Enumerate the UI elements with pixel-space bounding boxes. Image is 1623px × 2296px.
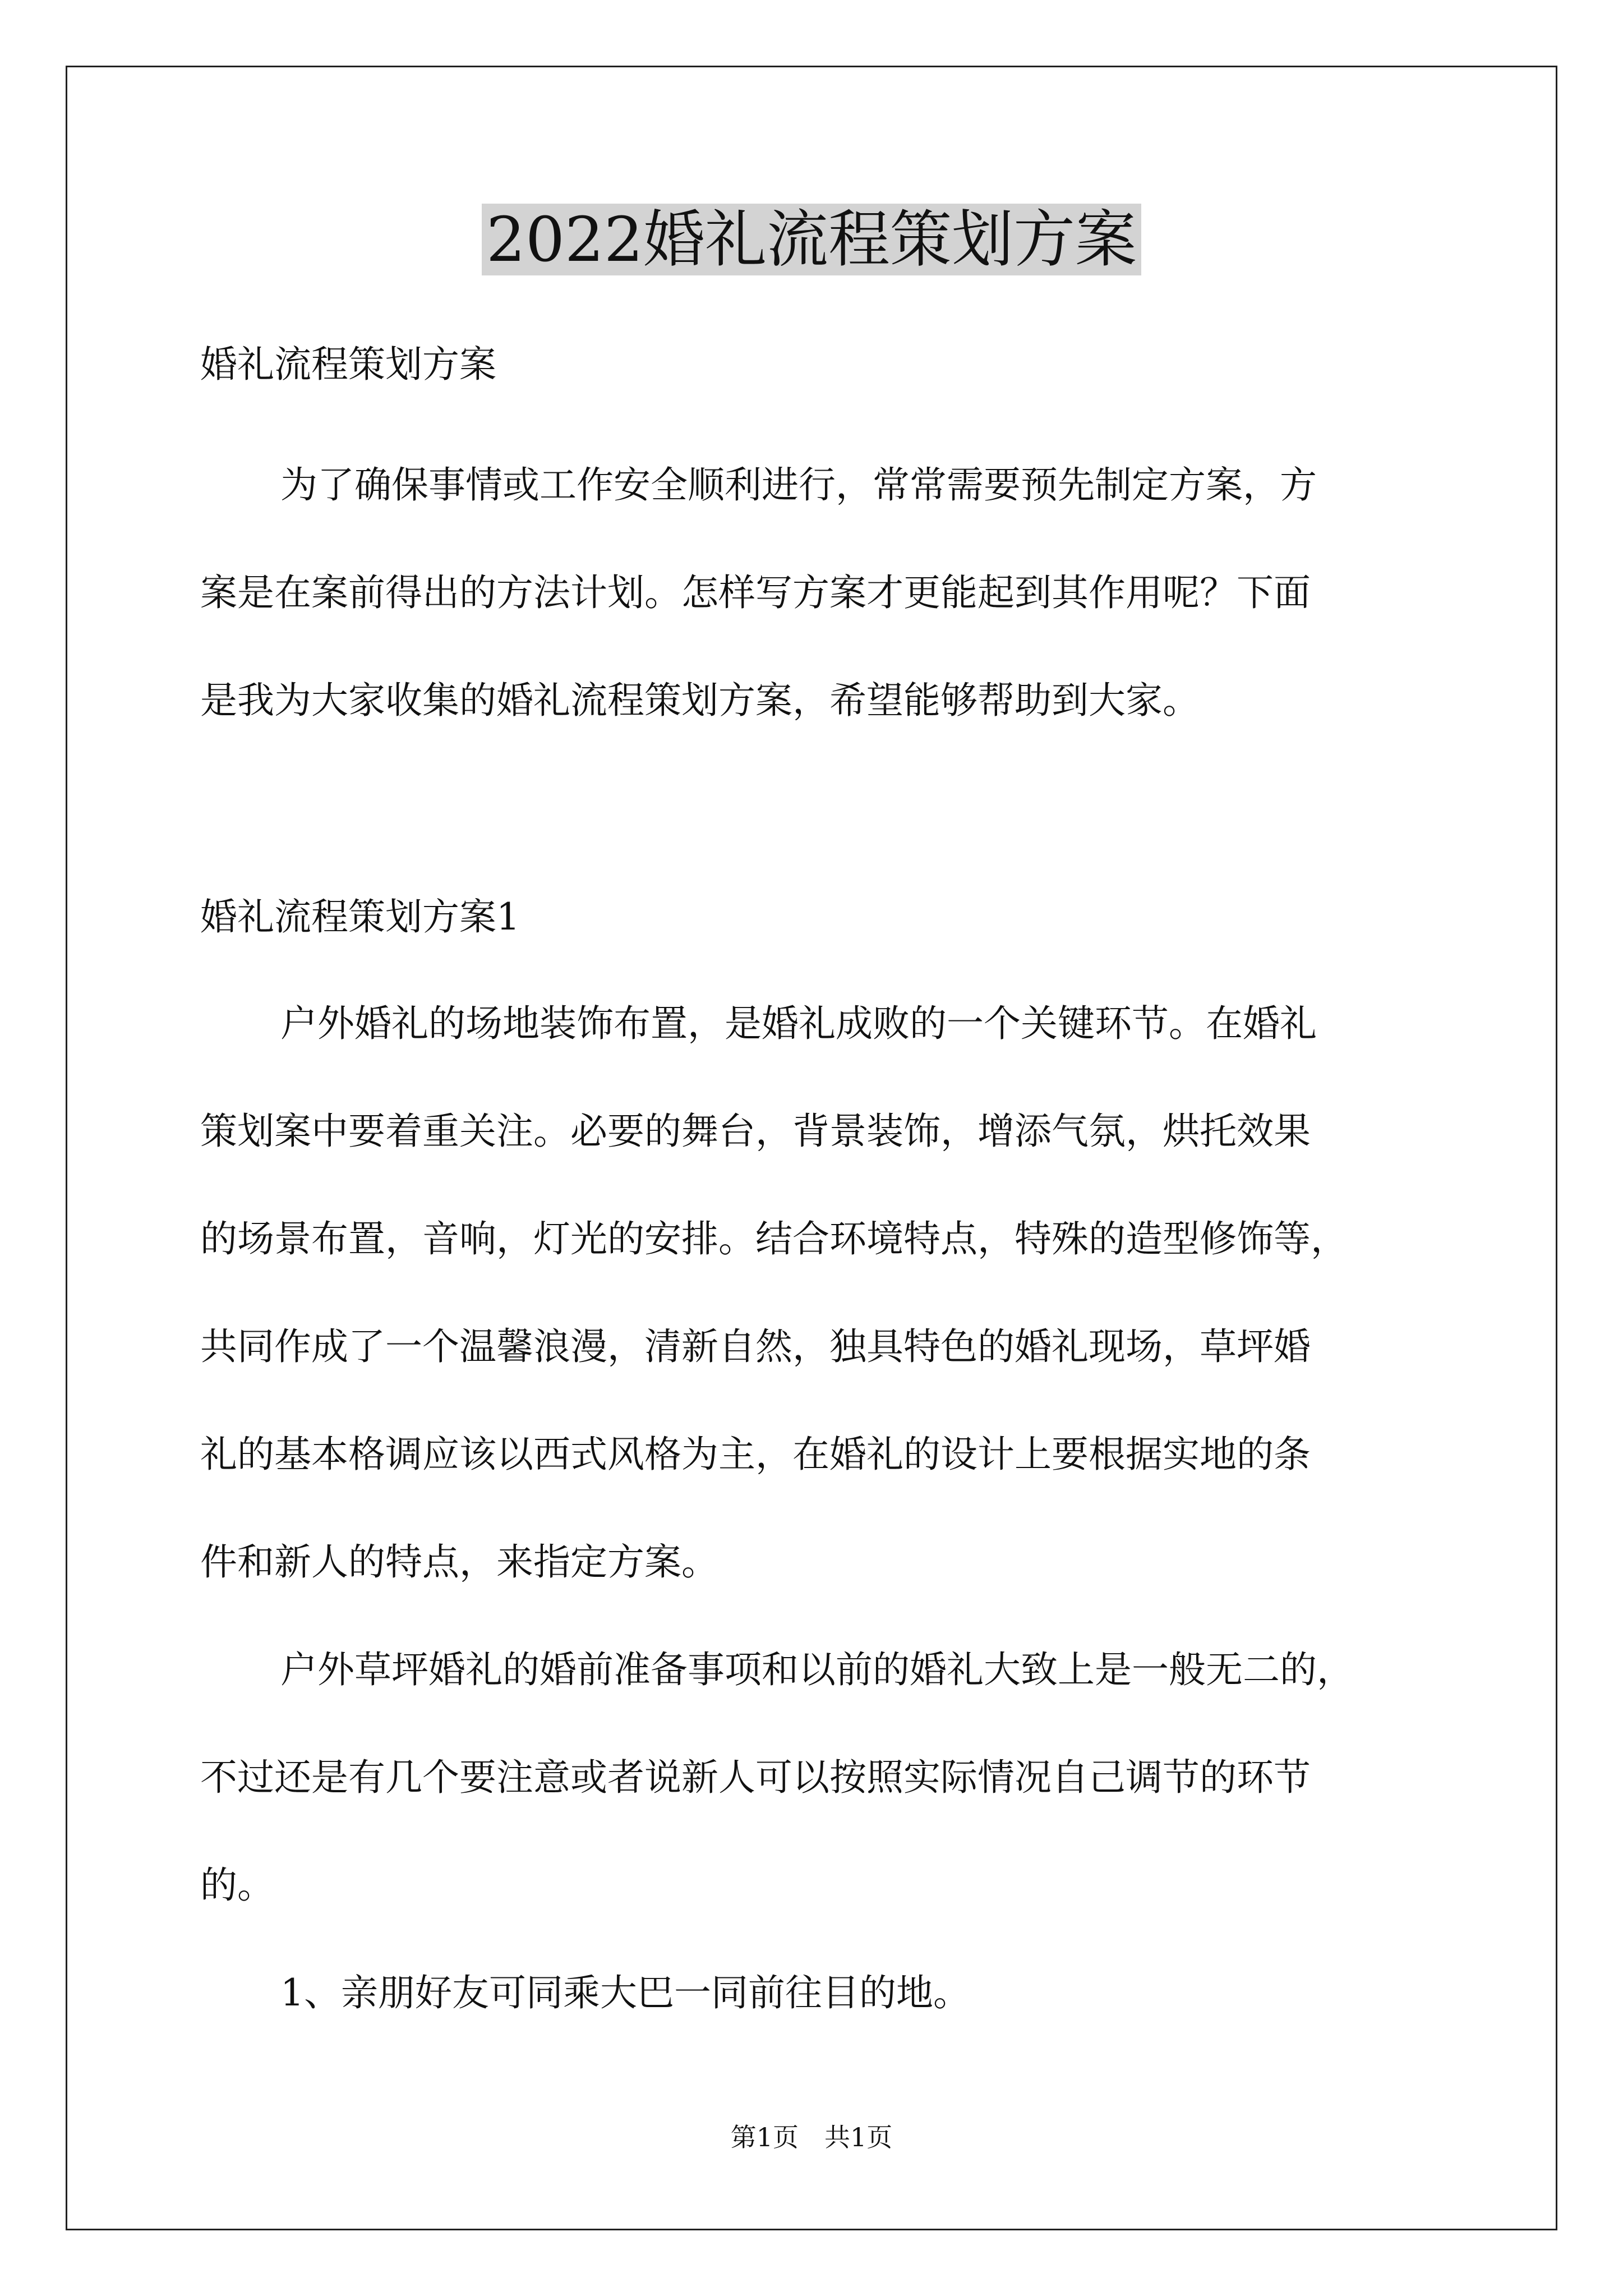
paragraph-line: 策划案中要着重关注。必要的舞台，背景装饰，增添气氛，烘托效果 [200, 1110, 1311, 1153]
section-heading: 婚礼流程策划方案 [200, 343, 496, 386]
paragraph-line: 礼的基本格调应该以西式风格为主，在婚礼的设计上要根据实地的条 [200, 1433, 1311, 1476]
paragraph-line: 件和新人的特点，来指定方案。 [200, 1540, 718, 1584]
paragraph-line: 户外婚礼的场地装饰布置，是婚礼成败的一个关键环节。在婚礼 [280, 1002, 1317, 1045]
paragraph-line: 案是在案前得出的方法计划。怎样写方案才更能起到其作用呢？下面 [200, 571, 1311, 614]
document-title-text: 2022婚礼流程策划方案 [482, 204, 1141, 275]
paragraph-line: 的。 [200, 1864, 274, 1907]
paragraph-line: 不过还是有几个要注意或者说新人可以按照实际情况自己调节的环节 [200, 1756, 1311, 1799]
paragraph-line: 户外草坪婚礼的婚前准备事项和以前的婚礼大致上是一般无二的， [280, 1648, 1354, 1691]
paragraph-line: 是我为大家收集的婚礼流程策划方案，希望能够帮助到大家。 [200, 679, 1200, 722]
page-footer: 第1页 共1页 [730, 2122, 893, 2152]
section-heading: 婚礼流程策划方案1 [200, 895, 520, 938]
list-item: 1、亲朋好友可同乘大巴一同前往目的地。 [280, 1971, 970, 2014]
paragraph-line: 共同作成了一个温馨浪漫，清新自然，独具特色的婚礼现场，草坪婚 [200, 1325, 1311, 1368]
paragraph-line: 的场景布置，音响，灯光的安排。结合环境特点，特殊的造型修饰等， [200, 1217, 1348, 1260]
document-title [0, 197, 1623, 282]
paragraph-line: 为了确保事情或工作安全顺利进行，常常需要预先制定方案，方 [280, 463, 1317, 507]
